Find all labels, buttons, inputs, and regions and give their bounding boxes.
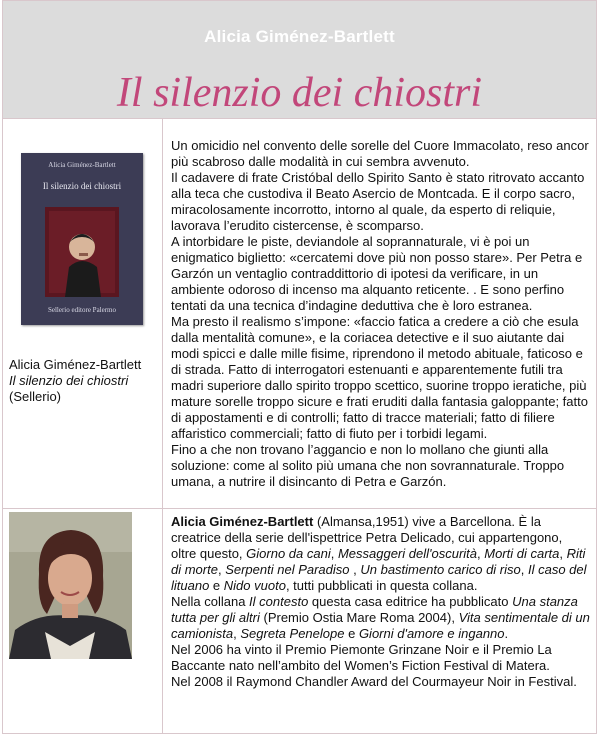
book-title: Messaggeri dell'oscurità xyxy=(337,546,477,561)
cover-title: Il silenzio dei chiostri xyxy=(42,181,122,191)
bio-text: e xyxy=(209,578,224,593)
book-cover xyxy=(21,153,143,325)
bio-text: , xyxy=(330,546,338,561)
bio-text: , tutti pubblicati in questa collana. xyxy=(285,578,478,593)
description-paragraph: Un omicidio nel convento delle sorelle del Cuore Immacolato, reso ancor più scabroso dalle modalità in cui sembra avvenuto. xyxy=(171,138,589,169)
bio-text: , xyxy=(477,546,485,561)
bio-paragraph: Nel 2006 ha vinto il Premio Piemonte Grinzane Noir e il Premio La Baccante nato nell’ambito del Women’s Fiction Festival di Matera. xyxy=(171,642,552,673)
book-title: Morti di carta xyxy=(484,546,560,561)
book-title: Una stanza tutta per gli altri xyxy=(171,594,578,625)
caption-title: Il silenzio dei chiostri xyxy=(9,373,129,388)
bio-text: , xyxy=(520,562,528,577)
bio-text: . xyxy=(504,626,509,641)
book-description xyxy=(171,138,591,490)
header-author: Alicia Giménez-Bartlett xyxy=(204,27,395,46)
cover-author: Alicia Giménez-Bartlett xyxy=(48,161,116,169)
collection-name: Il contesto xyxy=(249,594,309,609)
bio-text: Nella collana xyxy=(171,594,250,609)
bio-text: (Almansa,1951) vive a Barcellona. È la creatrice della serie dell'ispettrice Petra Delicado, cui appartengono, oltre questo, xyxy=(171,514,563,561)
book-title: Il caso del lituano xyxy=(171,562,587,593)
cover-illustration xyxy=(45,207,119,297)
header-title: Il silenzio dei chiostri xyxy=(116,70,483,116)
bio-paragraph: Nel 2008 il Raymond Chandler Award del Courmayeur Noir in Festival. xyxy=(171,674,577,689)
bio-text: (Premio Ostia Mare Roma 2004), xyxy=(259,610,459,625)
author-bio xyxy=(171,514,591,690)
bio-text: , xyxy=(349,562,361,577)
bio-text: , xyxy=(233,626,241,641)
book-title: Nido vuoto xyxy=(223,578,286,593)
book-title: Serpenti nel Paradiso xyxy=(225,562,350,577)
column-divider xyxy=(162,118,163,733)
book-title: Vita sentimentale di un camionista xyxy=(171,610,590,641)
description-paragraph: Ma presto il realismo s’impone: «faccio fatica a credere a ciò che esula dalla mentalità comune», e la coriacea detective e il suo aiutante dai modi spicci e dalle mille fisime, riprendono il metodo abituale, faticoso e di strada. Fatto di interrogatori estenuanti e apparentemente futili tra madri superiore dallo spirito troppo scettico, suorine troppo ieratiche, più mature sorelle troppo sicure e frati eruditi dalla fantasia galoppante; fatto di appostamenti e di controlli; fatto di tracce materiali; fatto di filiere affaristico commerciali; fatto di fiuto per i torbidi legami. xyxy=(171,314,588,441)
divider-top xyxy=(3,118,596,119)
book-title: Segreta Penelope xyxy=(240,626,345,641)
book-caption xyxy=(9,357,141,405)
book-title: Un bastimento carico di riso xyxy=(360,562,521,577)
bio-text: questa casa editrice ha pubblicato xyxy=(308,594,513,609)
cover-publisher: Sellerio editore Palermo xyxy=(47,306,117,314)
book-title: Giorno da cani xyxy=(246,546,331,561)
bio-text: e xyxy=(344,626,359,641)
caption-author: Alicia Giménez-Bartlett xyxy=(9,357,142,372)
author-photo xyxy=(9,512,132,659)
header-banner xyxy=(3,1,596,118)
description-paragraph: Il cadavere di frate Cristóbal dello Spirito Santo è stato ritrovato accanto alla teca che custodiva il Beato Asercio de Montcada. E il corpo sacro, miracolosamente incorrotto, intorno al quale, da esperto di reliquie, lavorava l’erudito cistercense, è scomparso. xyxy=(171,170,585,233)
description-paragraph: Fino a che non trovano l’aggancio e non lo mollano che giunti alla soluzione: come al solito più umana che non sovrannaturale. Troppo umana, a nutrire il disincanto di Petra e Garzón. xyxy=(171,442,565,489)
bio-paragraph xyxy=(171,514,591,594)
bio-text: , xyxy=(217,562,226,577)
divider-middle xyxy=(3,508,596,509)
description-paragraph: A intorbidare le piste, deviandole al soprannaturale, vi è poi un enigmatico biglietto: «cercatemi dove più non posso stare». Per Petra e Garzón un ventaglio contraddittorio di ipotesi da verificare, in un ambiente odoroso di incenso ma alquanto reticente. . E sono perfino tentati da una tecnica d’indagine deduttiva che è loro estranea. xyxy=(171,234,583,313)
bio-text: , xyxy=(559,546,567,561)
bio-name: Alicia Giménez-Bartlett xyxy=(171,514,314,529)
book-title: Giorni d'amore e inganno xyxy=(358,626,505,641)
bio-paragraph xyxy=(171,594,591,642)
caption-publisher: (Sellerio) xyxy=(9,389,62,404)
book-title: Riti di morte xyxy=(171,546,586,577)
